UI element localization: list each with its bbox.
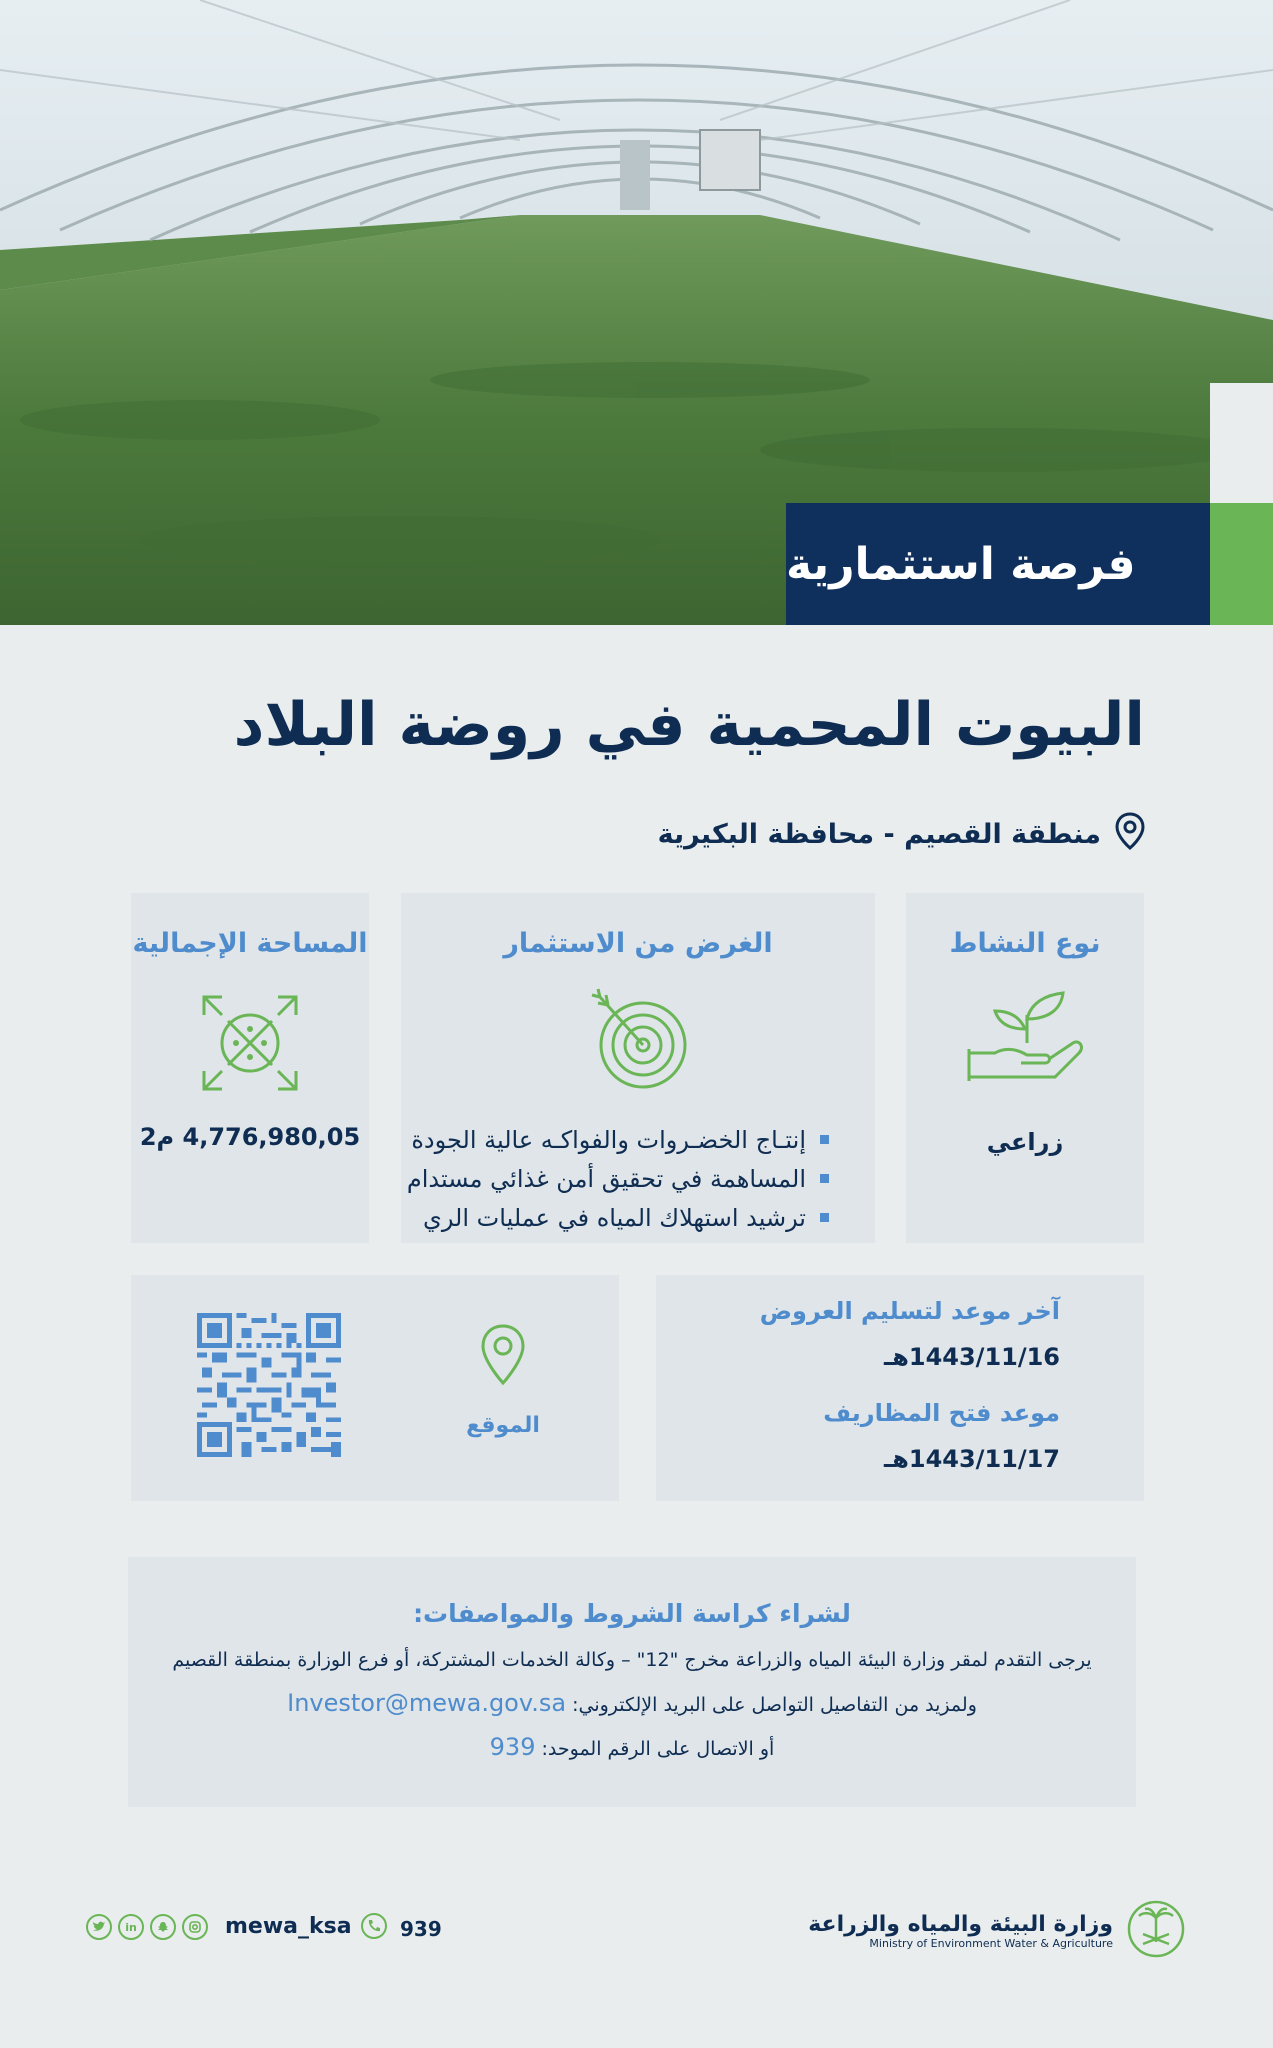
ministry-logo [808,1900,1185,1962]
location [658,812,1145,857]
page-title: البيوت المحمية في روضة البلاد [233,690,1145,760]
activity-card [906,893,1144,1243]
social-handle: mewa_ksa [225,1914,352,1939]
submission-label: آخر موعد لتسليم العروض [759,1297,1060,1325]
purpose-heading: الغرض من الاستثمار [503,928,773,959]
twitter-icon[interactable] [86,1914,112,1940]
opening-label: موعد فتح المظاريف [823,1399,1060,1427]
ministry-text [808,1912,1113,1950]
activity-heading: نوع النشاط [949,928,1101,959]
purchase-info [128,1557,1136,1807]
tag-accent-grey [1210,383,1273,503]
phone-icon [360,1912,388,1945]
deadlines-card [656,1275,1144,1501]
info-line3: أو الاتصال على الرقم الموحد: 939 [489,1733,775,1761]
submission-date: 1443/11/16هـ [884,1343,1060,1371]
tag-accent-green [1210,503,1273,625]
purpose-bullets [407,1120,829,1237]
info-heading: لشراء كراسة الشروط والمواصفات: [413,1599,851,1628]
location-pin-icon [1115,812,1145,857]
opening-date: 1443/11/17هـ [884,1445,1060,1473]
snapchat-icon[interactable] [150,1914,176,1940]
activity-value: زراعي [986,1128,1064,1156]
bullet-marker [820,1174,829,1183]
ministry-name-en: Ministry of Environment Water & Agriculture [869,1937,1113,1950]
map-card [131,1275,619,1501]
area-heading: المساحة الإجمالية [132,928,368,959]
info-line2: ولمزيد من التفاصيل التواصل على البريد الإلكتروني: Investor@mewa.gov.sa [287,1689,977,1717]
bullet-marker [820,1213,829,1222]
map-label: الموقع [466,1413,540,1438]
email-link[interactable]: Investor@mewa.gov.sa [287,1689,567,1717]
purpose-bullet: إنتـاج الخضـروات والفواكـه عالية الجودة [407,1120,829,1159]
bullet-marker [820,1135,829,1144]
footer-phone [360,1912,442,1945]
footer [0,1900,1273,1960]
target-icon [401,985,875,1095]
map-pin-icon[interactable] [479,1323,527,1391]
qr-code[interactable] [197,1313,341,1461]
info-line1: يرجى التقدم لمقر وزارة البيئة المياه والزراعة مخرج "12" – وكالة الخدمات المشتركة، أو فرع الوزارة بمنطقة القصيم [172,1649,1092,1671]
phone-number: 939 [400,1916,442,1941]
social-links [86,1914,208,1940]
plant-hand-icon [906,985,1144,1085]
unified-number[interactable]: 939 [489,1733,536,1761]
purpose-bullet: المساهمة في تحقيق أمن غذائي مستدام [407,1159,829,1198]
palm-emblem-icon [1127,1900,1185,1962]
purpose-bullet: ترشيد استهلاك المياه في عمليات الري [407,1198,829,1237]
ministry-name-ar: وزارة البيئة والمياه والزراعة [808,1912,1113,1937]
instagram-icon[interactable] [182,1914,208,1940]
opportunity-tag: فرصة استثمارية [786,503,1210,625]
area-card [131,893,369,1243]
area-value: 4,776,980,05 م2 [139,1123,361,1151]
location-text: منطقة القصيم - محافظة البكيرية [657,819,1101,850]
linkedin-icon[interactable]: in [118,1914,144,1940]
expand-area-icon [131,993,369,1093]
